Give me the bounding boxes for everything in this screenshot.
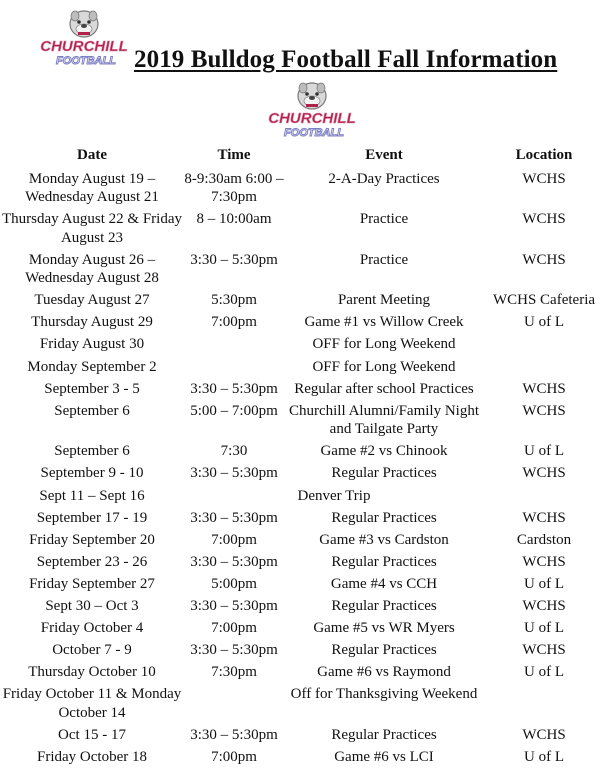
row-location: U of L [524, 620, 564, 637]
table-row [0, 746, 616, 768]
row-date: Thursday October 10 [28, 664, 156, 681]
row-location: WCHS [522, 598, 566, 614]
row-event: Practice [359, 251, 409, 268]
row-time: 5:00 – 7:00pm [190, 402, 278, 419]
row-time: 3:30 – 5:30pm [190, 598, 278, 614]
row-event: Game #6 vs LCI [334, 749, 434, 766]
table-row [0, 724, 616, 746]
row-location: Cardston [516, 531, 572, 548]
row-date: September 3 - 5 [44, 380, 140, 397]
row-event: Regular Practices [331, 553, 437, 570]
row-location: U of L [524, 664, 564, 681]
row-date: October 7 - 9 [52, 642, 132, 659]
table-header-row [0, 144, 616, 168]
row-event: Game #1 vs Willow Creek [304, 314, 464, 331]
table-row [0, 573, 616, 595]
row-event: Parent Meeting [337, 292, 431, 309]
row-date: Friday September 27 [29, 575, 155, 592]
row-time: 3:30 – 5:30pm [190, 380, 278, 397]
row-event: Game #2 vs Chinook [320, 443, 448, 460]
row-event: Regular Practices [331, 598, 437, 614]
svg-text:FOOTBALL: FOOTBALL [284, 127, 344, 139]
row-date: Thursday August 29 [31, 314, 153, 331]
row-time: 3:30 – 5:30pm [190, 726, 278, 743]
row-event-wide: Off for Thanksgiving Weekend [290, 686, 478, 703]
table-row [0, 462, 616, 484]
row-time: 7:00pm [211, 314, 257, 331]
table-row [0, 485, 616, 507]
row-time: 7:30 [220, 443, 248, 460]
churchill-football-logo [38, 6, 130, 70]
row-time: 7:00pm [211, 531, 257, 548]
row-location: U of L [524, 575, 564, 592]
table-row [0, 400, 616, 441]
row-date: Sept 11 – Sept 16 [39, 487, 145, 504]
row-event: Practice [359, 211, 409, 228]
row-event-span: Denver Trip [297, 487, 371, 504]
header-time: Time [217, 147, 251, 163]
table-row [0, 289, 616, 311]
row-time: 5:00pm [211, 575, 257, 592]
row-location: WCHS Cafeteria [492, 292, 596, 309]
table-row [0, 639, 616, 661]
table-row [0, 551, 616, 573]
row-location [484, 358, 604, 377]
row-location: WCHS [522, 465, 566, 482]
row-time: 7:00pm [211, 620, 257, 637]
row-time: 3:30 – 5:30pm [190, 251, 278, 268]
churchill-football-logo-center [266, 78, 358, 142]
row-date: September 9 - 10 [40, 465, 144, 482]
row-location: U of L [524, 443, 564, 460]
row-date: September 6 [54, 443, 130, 460]
row-event: Game #5 vs WR Myers [313, 620, 455, 637]
row-date: Monday September 2 [27, 358, 157, 375]
table-row [0, 356, 616, 378]
header-location: Location [515, 147, 573, 163]
row-date: Friday October 11 & Monday October 14 [2, 686, 182, 721]
table-row [0, 661, 616, 683]
row-location: WCHS [522, 170, 566, 187]
bulldog-logo-icon [38, 6, 130, 70]
table-row [0, 683, 616, 724]
schedule-table [0, 144, 616, 768]
table-row [0, 378, 616, 400]
row-time [184, 335, 284, 354]
row-time: 3:30 – 5:30pm [190, 553, 278, 570]
row-date: September 17 - 19 [36, 509, 148, 526]
table-row [0, 529, 616, 551]
table-row [0, 208, 616, 249]
row-date: Oct 15 - 17 [58, 726, 126, 743]
row-date: Tuesday August 27 [34, 292, 150, 309]
row-time: 8 – 10:00am [196, 211, 272, 228]
row-event: Churchill Alumni/Family Night and Tailgate Party [288, 402, 479, 438]
row-date: Friday October 4 [40, 620, 144, 637]
svg-text:FOOTBALL: FOOTBALL [56, 55, 116, 67]
svg-text:CHURCHILL: CHURCHILL [268, 110, 356, 127]
row-location: WCHS [522, 402, 566, 419]
row-time: 7:00pm [211, 749, 257, 766]
row-time: 3:30 – 5:30pm [190, 642, 278, 659]
bulldog-logo-icon [266, 78, 358, 142]
table-row [0, 617, 616, 639]
schedule-rows [0, 168, 616, 769]
row-location [484, 335, 604, 354]
row-location [484, 685, 604, 722]
row-event: Regular after school Practices [294, 380, 474, 397]
row-event: Game #4 vs CCH [330, 575, 438, 592]
row-event: Game #3 vs Cardston [319, 531, 449, 548]
table-row [0, 168, 616, 209]
row-location: WCHS [522, 726, 566, 743]
row-event: OFF for Long Weekend [312, 358, 456, 375]
svg-text:CHURCHILL: CHURCHILL [40, 38, 128, 55]
row-date: Friday August 30 [39, 336, 145, 353]
table-row [0, 507, 616, 529]
row-location: U of L [524, 749, 564, 766]
row-date: Thursday August 22 & Friday August 23 [2, 211, 182, 246]
row-event: Game #6 vs Raymond [317, 664, 451, 681]
row-time [184, 685, 284, 722]
row-date: Friday September 20 [29, 531, 155, 548]
row-time: 7:30pm [211, 664, 257, 681]
row-event: 2-A-Day Practices [328, 170, 440, 187]
row-location: WCHS [522, 380, 566, 397]
row-time: 5:30pm [211, 292, 257, 309]
row-location: WCHS [522, 553, 566, 570]
table-row [0, 249, 616, 290]
table-row [0, 595, 616, 617]
row-date: September 23 - 26 [36, 553, 148, 570]
row-date: Monday August 26 – Wednesday August 28 [25, 251, 159, 287]
row-location: WCHS [522, 642, 566, 659]
table-row [0, 440, 616, 462]
row-event: OFF for Long Weekend [312, 336, 456, 353]
row-location: WCHS [522, 211, 566, 228]
row-time: 3:30 – 5:30pm [190, 509, 278, 526]
page-title: 2019 Bulldog Football Fall Information [134, 46, 558, 73]
row-date: Monday August 19 – Wednesday August 21 [25, 170, 159, 205]
row-location: U of L [524, 314, 564, 331]
row-time [184, 358, 284, 377]
row-time: 8-9:30am 6:00 – 7:30pm [184, 170, 284, 205]
row-location: WCHS [522, 509, 566, 526]
table-row [0, 311, 616, 333]
row-date: Sept 30 – Oct 3 [45, 598, 139, 614]
row-event: Regular Practices [331, 726, 437, 743]
row-location: WCHS [522, 251, 566, 268]
table-row [0, 333, 616, 355]
row-time: 3:30 – 5:30pm [190, 465, 278, 482]
row-event: Regular Practices [331, 509, 437, 526]
header-date: Date [77, 147, 107, 163]
row-event: Regular Practices [331, 465, 437, 482]
row-event: Regular Practices [331, 642, 437, 659]
header-event: Event [365, 147, 403, 163]
row-date: Friday October 18 [37, 749, 147, 766]
row-date: September 6 [54, 402, 130, 419]
